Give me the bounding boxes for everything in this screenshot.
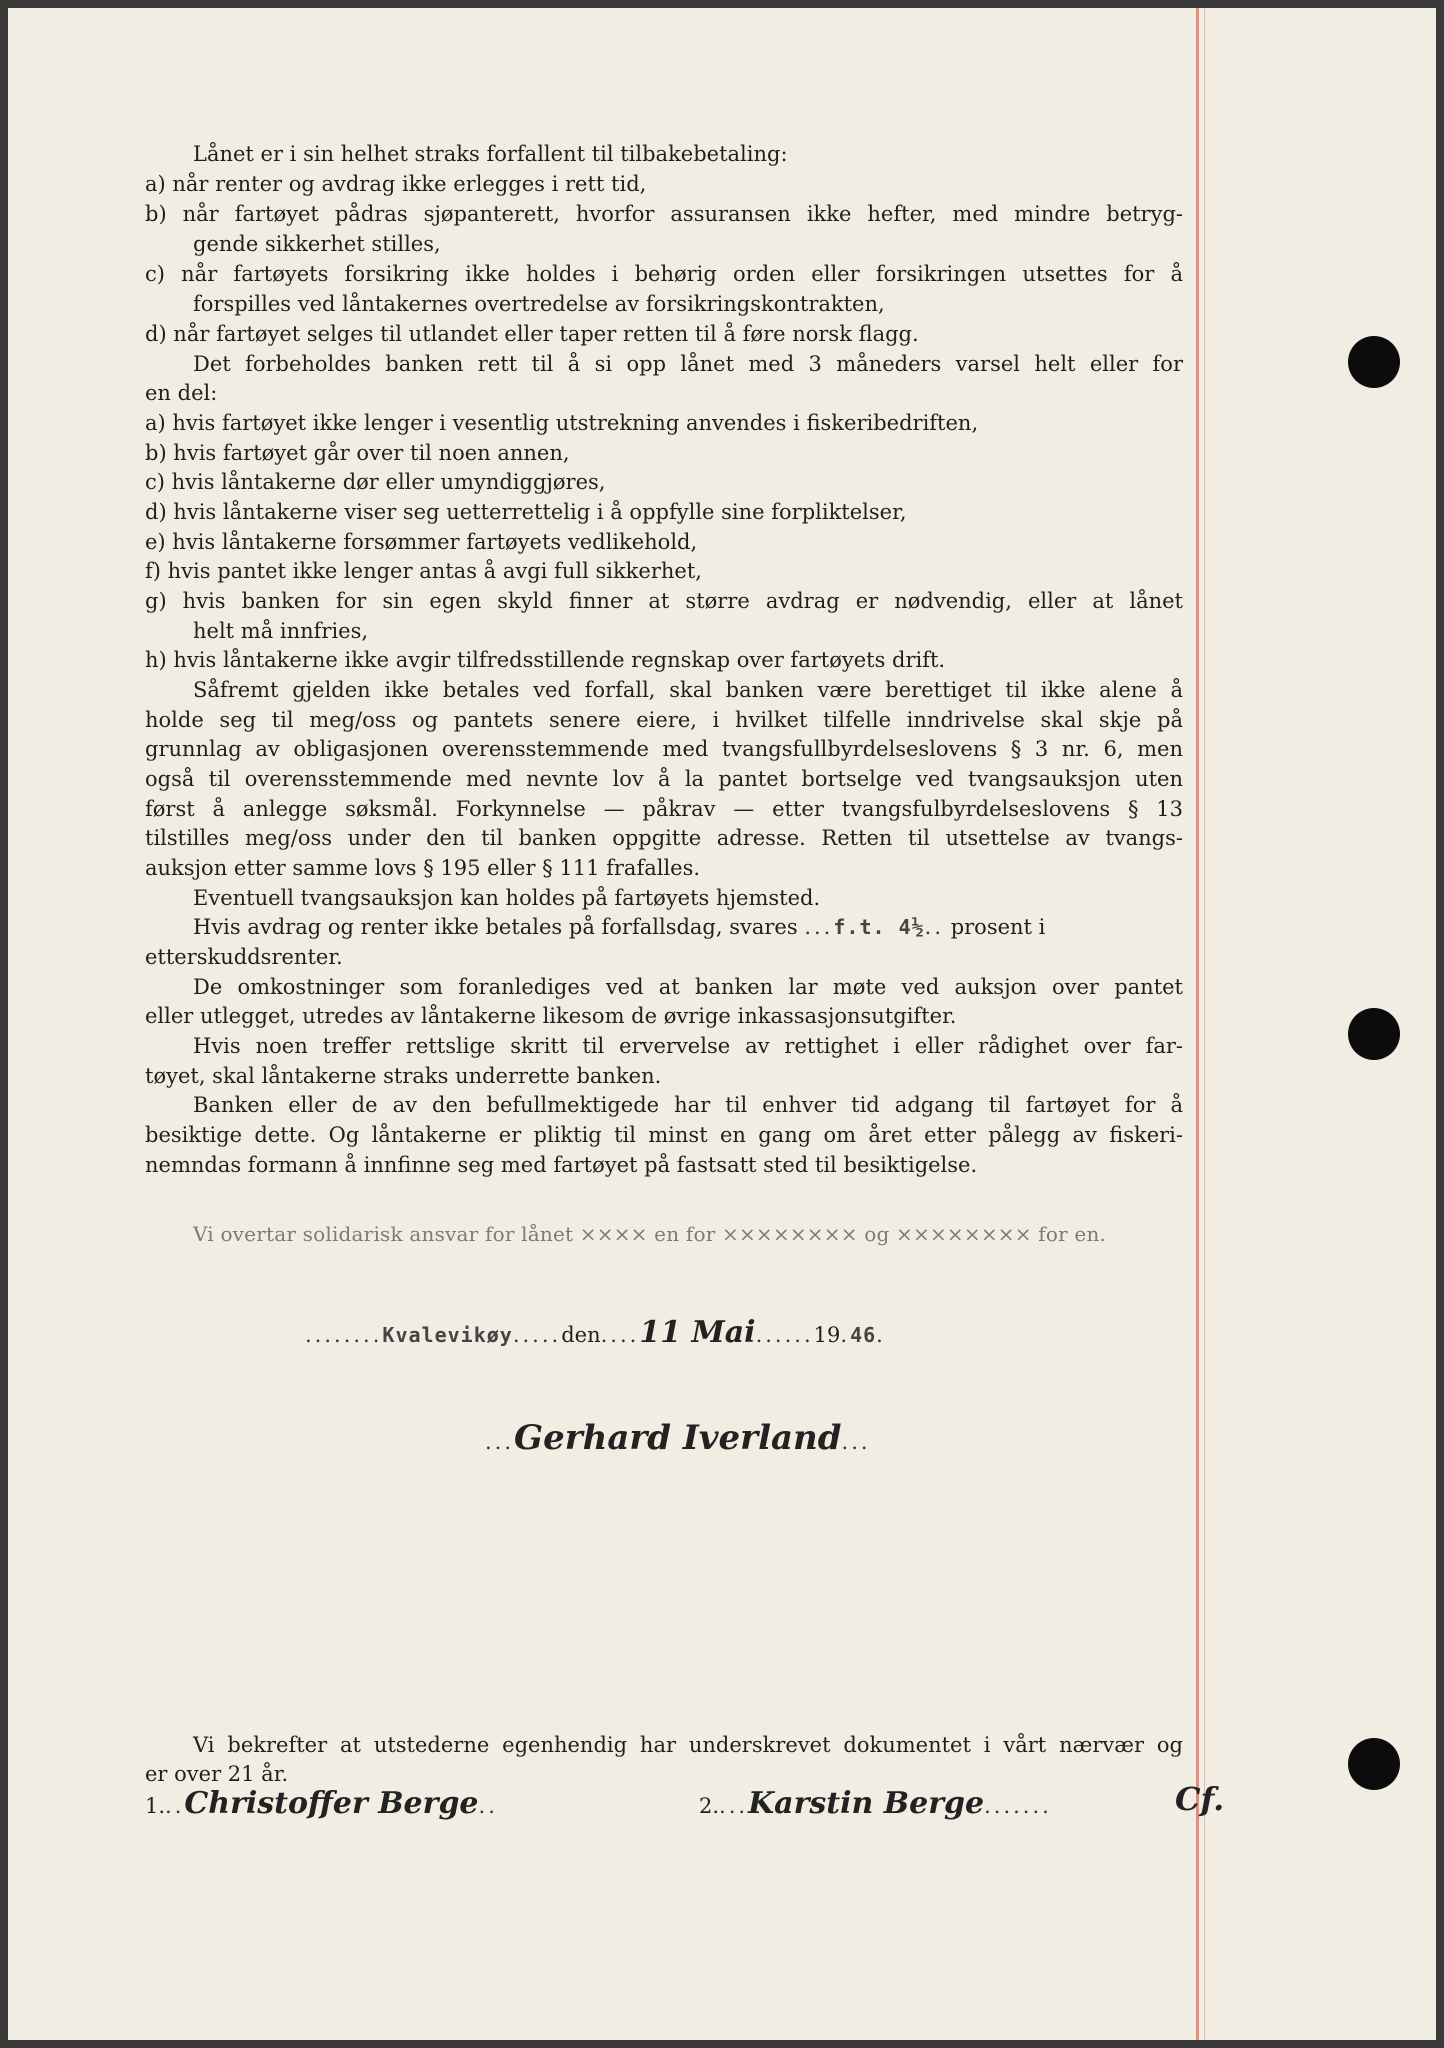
borrower-signature-row: ...Gerhard Iverland... <box>485 1418 871 1458</box>
witness-2-signature: Karstin Berge <box>748 1786 985 1821</box>
witness-2-number: 2. <box>699 1794 720 1818</box>
text-line: d) hvis låntakerne viser seg uetterrettelig i å oppfylle sine forpliktelser, <box>145 500 907 524</box>
text-line: forspilles ved låntakernes overtredelse av forsikringskontrakten, <box>193 292 885 316</box>
witness-1-number: 1. <box>145 1794 166 1818</box>
witness-1: 1...Christoffer Berge.. <box>145 1786 498 1821</box>
text-line: f) hvis pantet ikke lenger antas å avgi full sikkerhet, <box>145 559 702 583</box>
text-line: holde seg til meg/oss og pantets senere eiere, i hvilket tilfelle inndrivelse skal skje på <box>145 708 1183 732</box>
text-line: gende sikkerhet stilles, <box>193 232 441 256</box>
text-line: a) hvis fartøyet ikke lenger i vesentlig utstrekning anvendes i fiskeribedriften, <box>145 411 979 435</box>
text-line: h) hvis låntakerne ikke avgir tilfredsstillende regnskap over fartøyets drift. <box>145 648 946 672</box>
text-line: auksjon etter samme lovs § 195 eller § 111 frafalles. <box>145 856 701 880</box>
interest-text-before: Hvis avdrag og renter ikke betales på forfallsdag, svares <box>193 915 798 939</box>
margin-rule <box>1196 8 1199 2040</box>
text-line: først å anlegge søksmål. Forkynnelse — påkrav — etter tvangsfulbyrdelseslovens § 13 <box>145 797 1183 821</box>
handwritten-mark: Cf. <box>1175 1780 1225 1818</box>
punch-hole <box>1348 1738 1400 1790</box>
text-line: d) når fartøyet selges til utlandet eller taper retten til å føre norsk flagg. <box>145 322 919 346</box>
text-line: Eventuell tvangsauksjon kan holdes på fartøyets hjemsted. <box>193 886 821 910</box>
margin-rule-secondary <box>1204 8 1205 2040</box>
den-label: den <box>561 1323 601 1347</box>
text-line: grunnlag av obligasjonen overensstemmende med tvangsfullbyrdelseslovens § 3 nr. 6, men <box>145 737 1183 761</box>
punch-hole <box>1348 336 1400 388</box>
date-day-month: 11 Mai <box>639 1315 756 1350</box>
punch-hole <box>1348 1008 1400 1060</box>
text-line: Hvis noen treffer rettslige skritt til ervervelse av rettighet i eller rådighet over far- <box>193 1034 1183 1058</box>
interest-line: Hvis avdrag og renter ikke betales på forfallsdag, svares ...f.t. 4½.. prosent i <box>193 915 1046 939</box>
interest-rate: f.t. 4½ <box>833 915 925 939</box>
text-line: besiktige dette. Og låntakerne er pliktig til minst en gang om året etter pålegg av fiskeri- <box>145 1123 1183 1147</box>
borrower-signature: Gerhard Iverland <box>514 1418 842 1458</box>
place-name: Kvalevikøy <box>382 1323 513 1347</box>
text-line: Det forbeholdes banken rett til å si opp lånet med 3 måneders varsel helt eller for <box>193 352 1183 376</box>
text-line: tilstilles meg/oss under den til banken oppgitte adresse. Retten til utsettelse av tvangs- <box>145 826 1183 850</box>
text-line: c) hvis låntakerne dør eller umyndiggjøres, <box>145 470 606 494</box>
struck-guarantee-line: Vi overtar solidarisk ansvar for lånet ×××× en for ×××××××× og ×××××××× for en. <box>193 1222 1107 1246</box>
witness-1-signature: Christoffer Berge <box>184 1786 479 1821</box>
text-line: tøyet, skal låntakerne straks underrette banken. <box>145 1064 662 1088</box>
text-line: en del: <box>145 381 218 405</box>
text-line: er over 21 år. <box>145 1762 289 1786</box>
text-line: b) når fartøyet pådras sjøpanterett, hvorfor assuransen ikke hefter, med mindre betryg- <box>145 202 1183 226</box>
interest-text-after: prosent i <box>950 915 1046 939</box>
text-line: Såfremt gjelden ikke betales ved forfall, skal banken være berettiget til ikke alene å <box>193 678 1183 702</box>
text-line: Banken eller de av den befullmektigede har til enhver tid adgang til fartøyet for å <box>193 1093 1183 1117</box>
date-line: ........Kvalevikøy.....den....11 Mai......19.46. <box>305 1315 886 1350</box>
text-line: a) når renter og avdrag ikke erlegges i rett tid, <box>145 172 647 196</box>
document-page <box>8 8 1436 2040</box>
text-line: De omkostninger som foranlediges ved at banken lar møte ved auksjon over pantet <box>193 975 1183 999</box>
text-line: etterskuddsrenter. <box>145 945 343 969</box>
year-suffix: 46 <box>850 1323 877 1347</box>
text-line: b) hvis fartøyet går over til noen annen, <box>145 441 570 465</box>
text-line: g) hvis banken for sin egen skyld finner at større avdrag er nødvendig, eller at lånet <box>145 589 1183 613</box>
text-line: c) når fartøyets forsikring ikke holdes i behørig orden eller forsikringen utsettes for å <box>145 262 1183 286</box>
year-prefix: 19 <box>813 1323 841 1347</box>
text-line: nemndas formann å innfinne seg med fartøyet på fastsatt sted til besiktigelse. <box>145 1153 978 1177</box>
text-line: eller utlegget, utredes av låntakerne likesom de øvrige inkassasjonsutgifter. <box>145 1004 957 1028</box>
witness-2: 2....Karstin Berge....... <box>699 1786 1052 1821</box>
text-line: e) hvis låntakerne forsømmer fartøyets vedlikehold, <box>145 530 698 554</box>
text-line: Lånet er i sin helhet straks forfallent til tilbakebetaling: <box>193 142 788 166</box>
text-line: helt må innfries, <box>193 619 369 643</box>
text-line: også til overensstemmende med nevnte lov å la pantet bortselge ved tvangsauksjon uten <box>145 767 1183 791</box>
text-line: Vi bekrefter at utstederne egenhendig har underskrevet dokumentet i vårt nærvær og <box>193 1733 1183 1757</box>
